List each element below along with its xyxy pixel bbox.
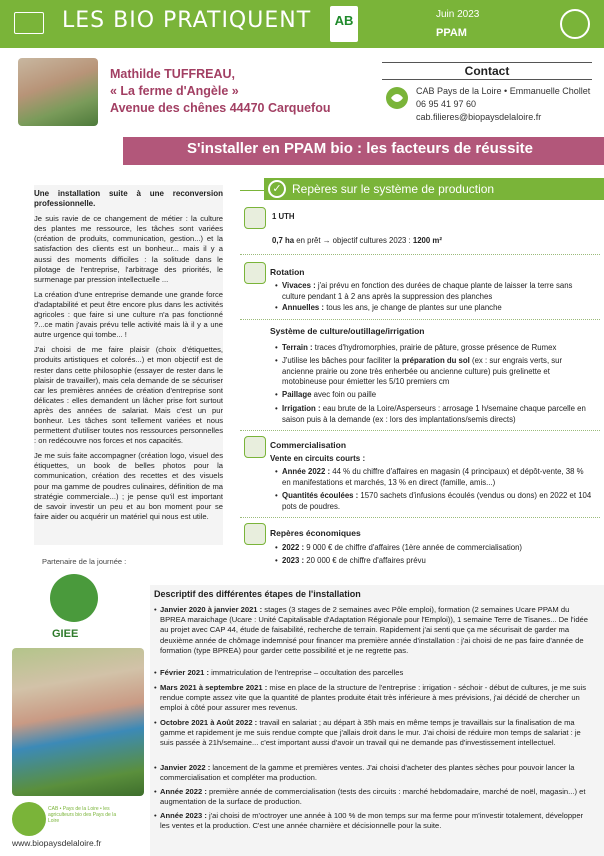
farm-address: Avenue des chênes 44470 Carquefou (110, 101, 331, 115)
divider (240, 254, 600, 255)
system-text: (ex : sur engrais verts, sur ancienne prairie ou zone très enherbée ou ancienne culture) puis grelinette et motobineuse pour émietter les 5/10 premiers cm (282, 356, 563, 386)
step-text: travail en salariat ; au départ à 35h mais en même temps je travaillais sur la finalisation de ma gamme et rapidement je me suis rendue compte que j'allais droit dans le mur. J'ai choisi de réduire mon temps de salariat : je suis passée à 21h/semaine... c'est important aussi d'avoir un travail qui ne demande pas d'investissement intellectuel. (160, 718, 581, 748)
giee-logo (50, 574, 98, 622)
economics-text: 9 000 € de chiffre d'affaires (1ère année de commercialisation) (304, 543, 523, 552)
rotation-icon (244, 262, 266, 284)
divider (240, 319, 600, 320)
divider (240, 430, 600, 431)
rotation-text: tous les ans, je change de plantes sur une planche (324, 303, 502, 312)
uth-value: 1 UTH (272, 212, 295, 221)
step-date: Mars 2021 à septembre 2021 : (160, 683, 268, 692)
step-date: Janvier 2020 à janvier 2021 : (160, 605, 263, 614)
step-date: Janvier 2022 : (160, 763, 211, 772)
cab-footer-text: CAB • Pays de la Loire • les agriculteurs bio des Pays de la Loire (48, 806, 117, 824)
testimony-paragraph: J'ai choisi de me faire plaisir (choix d'étiquettes, produits artistiques et colorés...) et mon objectif est de rester dans cette philosophie (essayer de rester dans le plaisir de travailler), mais cela demande de se sécuriser car les premières années de création d'entreprise sont délicates : elles demandent un lâcher prise fort surtout après des années de salariat. Mais c'est un pur bonheur. Les tâches sont tellement variées et nous permettent d'utiliser toutes nos ressources personnelles : on redécouvre nos forces et nos capacités. (34, 345, 223, 446)
sales-label: Quantités écoulées : (282, 491, 359, 500)
farmer-field-photo (12, 648, 144, 796)
page-title: S'installer en PPAM bio : les facteurs de réussite (187, 140, 533, 157)
issue-subject: PPAM (436, 27, 467, 39)
cab-footer-logo (12, 802, 46, 836)
sales-subheading: Vente en circuits courts : (270, 454, 366, 463)
eu-organic-logo (14, 12, 44, 34)
contact-phone[interactable]: 06 95 41 97 60 (416, 99, 477, 109)
section-rule (240, 190, 264, 191)
farmer-info (110, 66, 330, 117)
sales-item (282, 467, 592, 488)
step-text: lancement de la gamme et premières ventes. J'ai choisi d'acheter des plantes sèches pour pouvoir lancer la commercialisation et compléter ma production. (160, 763, 575, 783)
testimony-paragraph: Je suis ravie de ce changement de métier : la culture des plantes me ressource, les tâches sont variées (création de produits, communication, gestion...) et la satisfaction des clients est un bonheur... mais il y a aussi des moments difficiles : la solitude dans le pilotage de l'entreprise, l'arbitrage des priorités, le surmenage par pression intellectuelle ... (34, 214, 223, 284)
sales-item (282, 491, 592, 512)
sales-label: Année 2022 : (282, 467, 331, 476)
step-item (160, 668, 592, 678)
issue-date: Juin 2023 (436, 9, 480, 20)
step-text: mise en place de la structure de l'entreprise : irrigation - séchoir - début de cultures, je me suis rendue compte assez vite que la quantité de plantes produite était très inférieure à mes prévisions, j'ai décidé de chercher un emploi à côté pour assurer mes revenus. (160, 683, 587, 713)
system-text: eau brute de la Loire/Asperseurs : arrosage 1 h/semaine chaque parcelle en saison puis à la demande (ex : lors des implantations/semis directs) (282, 404, 586, 424)
system-label: Terrain : (282, 343, 313, 352)
sales-text: 44 % du chiffre d'affaires en magasin (4 principaux) et dépôt-vente, 38 % en manifestations et marchés, 13 % en direct (famille, amis...) (282, 467, 584, 487)
system-item (282, 343, 592, 354)
surface-goal: 1200 m² (412, 236, 442, 245)
step-text: j'ai choisi de m'octroyer une année à 100 % de mon temps sur ma ferme pour m'investir totalement, développer les ventes et la production. C'est une année charnière et décisionnelle pour la suite. (160, 811, 584, 831)
rotation-label: Annuelles : (282, 303, 325, 312)
system-label: préparation du sol (401, 356, 470, 365)
system-label: Irrigation : (282, 404, 321, 413)
system-heading: Système de culture/outillage/irrigation (270, 326, 425, 336)
step-date: Février 2021 : (160, 668, 209, 677)
system-item (282, 390, 592, 401)
step-text: première année de commercialisation (tests des circuits : marché hebdomadaire, marché de noël, magasin...) et augmentation de la surface de production. (160, 787, 586, 807)
sales-text: 1570 sachets d'infusions écoulés (vendus ou dons) en 2022 et 104 pots de poudres. (282, 491, 592, 511)
testimony-paragraph: Je me suis faite accompagner (création logo, visuel des étiquettes, un book de belles photos pour la communication, création des recettes et des visuels pour ma gamme de poudres culinaires, définition de ma stratégie commerciale...) ; je pense qu'il est important de savoir investir un peu et au bon moment pour se faire aider ou acquérir un matériel qui nous est utile. (34, 451, 223, 521)
step-item (160, 787, 592, 807)
website-link[interactable]: www.biopaysdelaloire.fr (12, 838, 102, 848)
cash-register-icon (244, 436, 266, 458)
surface-value: 0,7 ha (272, 236, 295, 245)
rotation-item (282, 303, 592, 314)
testimony-paragraph: La création d'une entreprise demande une grande force d'adaptabilité et peut être encore plus dans les activités agricoles : que faire si une culture n'a pas fonctionné ?...ce matin j'avais prévu telle activité mais là il y a une autre urgence qui tombe... ! (34, 289, 223, 340)
step-item (160, 683, 592, 714)
step-item (160, 763, 592, 783)
step-item (160, 811, 592, 831)
giee-label: GIEE (52, 628, 79, 640)
system-label: Paillage (282, 390, 312, 399)
economics-heading: Repères économiques (270, 528, 361, 538)
step-date: Année 2022 : (160, 787, 207, 796)
surface-text: en prêt → objectif cultures 2023 : (294, 236, 413, 245)
testimony-column (34, 185, 223, 545)
farmer-name: Mathilde TUFFREAU, (110, 67, 235, 81)
economics-item (282, 543, 592, 554)
reperes-title: Repères sur le système de production (292, 182, 495, 196)
rotation-heading: Rotation (270, 267, 305, 277)
cab-logo-icon (384, 86, 410, 122)
economics-label: 2022 : (282, 543, 305, 552)
divider (240, 517, 600, 518)
economics-label: 2023 : (282, 556, 305, 565)
partner-label: Partenaire de la journée : (42, 557, 127, 566)
system-text: J'utilise les bâches pour faciliter la (282, 356, 402, 365)
rotation-label: Vivaces : (282, 281, 316, 290)
contact-box (382, 62, 592, 132)
step-text: immatriculation de l'entreprise – occultation des parcelles (208, 668, 404, 677)
contact-email[interactable]: cab.filieres@biopaysdelaloire.fr (416, 112, 542, 122)
step-item (160, 605, 592, 656)
rotation-text: j'ai prévu en fonction des durées de chaque plante de laisser la terre sans culture pendant 1 à 2 ans après la suppression des planches (282, 281, 573, 301)
step-date: Octobre 2021 à Août 2022 : (160, 718, 258, 727)
euro-icon (244, 523, 266, 545)
system-item (282, 356, 592, 388)
sales-heading: Commercialisation (270, 440, 347, 450)
farmer-portrait (18, 58, 98, 126)
steps-title: Descriptif des différentes étapes de l'installation (154, 589, 361, 599)
series-title: LES BIO PRATIQUENT (62, 8, 312, 33)
farm-name: « La ferme d'Angèle » (110, 84, 239, 98)
testimony-intro: Une installation suite à une reconversion professionnelle. (34, 189, 223, 209)
check-icon: ✓ (268, 180, 286, 198)
worker-icon (244, 207, 266, 229)
economics-item (282, 556, 592, 567)
contact-title: Contact (382, 62, 592, 80)
step-text: stages (3 stages de 2 semaines avec Pôle emploi), formation (2 semaines Ucare PPAM du BPREA maraichage (Ucare : Unité Capitalisable d'Adaptation Régionale pour l'Emploi)), 1 semaine Terre de Tisanes... De l'idée au projet avec CAP 44, étude de faisabilité, recherche de terrain. Rapidement j'ai senti que ça me sécurisait de garder ma deuxième année de chômage indemnisé pour financer ma première année d'installation : j'ai choisi de ne pas faire d'année de formation (type BPREA) pour garder cette possibilité et je ne regrette pas. (160, 605, 588, 655)
step-item (160, 718, 592, 749)
system-text: avec foin ou paille (311, 390, 377, 399)
flower-icon (560, 9, 590, 39)
ab-logo: AB (330, 6, 358, 42)
system-item (282, 404, 592, 425)
economics-text: 20 000 € de chiffre d'affaires prévu (304, 556, 426, 565)
step-date: Année 2023 : (160, 811, 207, 820)
rotation-item (282, 281, 592, 302)
system-text: traces d'hydromorphies, prairie de pâture, grosse présence de Rumex (312, 343, 557, 352)
surface-line (272, 236, 594, 247)
contact-org: CAB Pays de la Loire • Emmanuelle Chollet (416, 86, 591, 96)
